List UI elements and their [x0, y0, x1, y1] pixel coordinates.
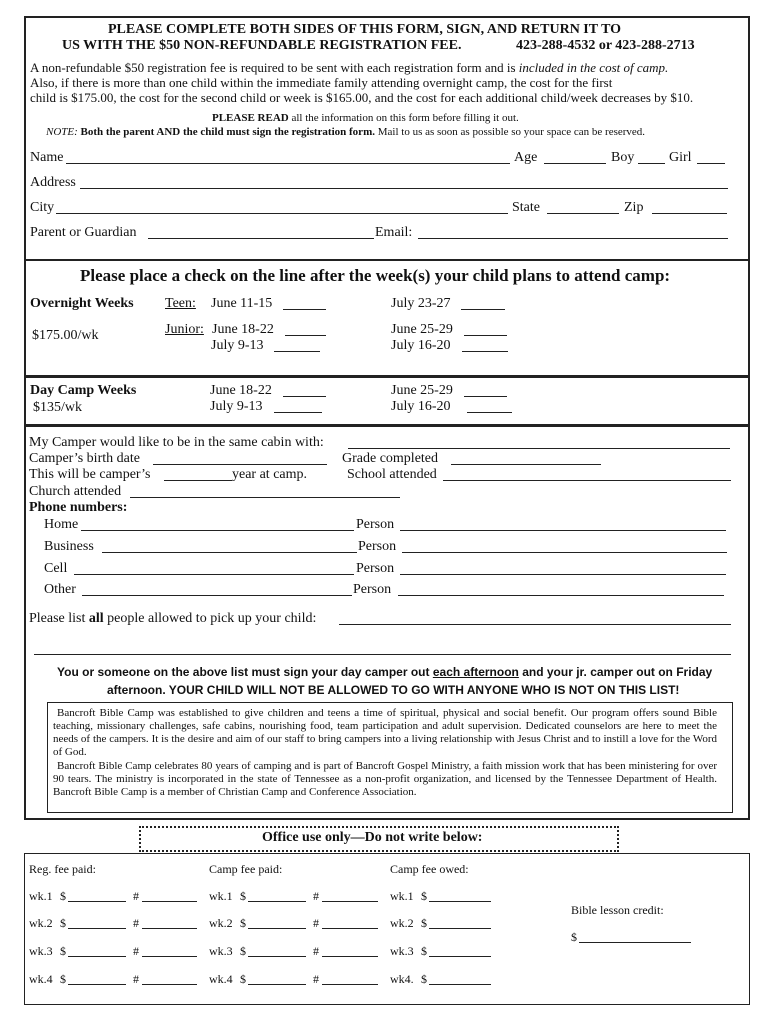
- business-phone-label: Business: [44, 539, 94, 554]
- zip-label: Zip: [624, 200, 644, 215]
- junior-week-2: June 25-29: [391, 322, 453, 337]
- about-paragraph-2: Bancroft Bible Camp celebrates 80 years of camping and is part of Bancroft Gospel Ministry, a faith mission work that has been ministering for over 90 tears. The ministry is incorporated in the state of Tennessee as a non-profit organization, and licensed by the Tennessee Department of Health. Bancroft Bible Camp is a member of Christian Camp and Conference Association.: [53, 760, 717, 798]
- owed-wk3-label: wk.3: [390, 944, 414, 958]
- warning-line-2: afternoon. YOUR CHILD WILL NOT BE ALLOWED TO GO WITH ANYONE WHO IS NOT ON THIS LIST!: [107, 683, 680, 697]
- paid-wk2-number[interactable]: [322, 928, 378, 929]
- birth-label: Camper’s birth date: [29, 451, 140, 466]
- reg-wk4-amount[interactable]: [68, 984, 126, 985]
- overnight-price: $175.00/wk: [32, 328, 99, 343]
- reg-wk1-number[interactable]: [142, 901, 197, 902]
- reg-wk1-dollar: $: [60, 889, 66, 903]
- phone-heading: Phone numbers:: [29, 500, 128, 515]
- warning-text-c: and your jr. camper out on Friday: [518, 665, 713, 679]
- intro-italic: included in the cost of camp.: [518, 60, 669, 75]
- junior-week-4-check[interactable]: [462, 351, 508, 352]
- junior-week-1-check[interactable]: [285, 335, 326, 336]
- girl-checkbox[interactable]: [697, 163, 725, 164]
- business-phone-field[interactable]: [102, 552, 357, 553]
- day-week-2-check[interactable]: [464, 396, 507, 397]
- reg-wk3-hash: #: [133, 944, 139, 958]
- note-bold: Both the parent AND the child must sign the registration form.: [77, 126, 375, 138]
- day-week-1: June 18-22: [210, 383, 272, 398]
- junior-week-3-check[interactable]: [274, 351, 320, 352]
- paid-wk3-hash: #: [313, 944, 319, 958]
- owed-wk4-amount[interactable]: [429, 984, 491, 985]
- school-field[interactable]: [443, 480, 731, 481]
- please-read-bold: PLEASE READ: [212, 112, 289, 124]
- church-label: Church attended: [29, 484, 122, 499]
- paid-wk3-dollar: $: [240, 944, 246, 958]
- grade-field[interactable]: [451, 464, 601, 465]
- bible-credit-field[interactable]: [579, 942, 691, 943]
- warning-text-underlined: each afternoon: [432, 665, 519, 679]
- intro-text: A non-refundable $50 registration fee is required to be sent with each registration form and is: [30, 60, 519, 75]
- weeks-heading: Please place a check on the line after the week(s) your child plans to attend camp:: [80, 266, 671, 285]
- grade-label: Grade completed: [342, 451, 439, 466]
- age-label: Age: [514, 150, 538, 165]
- reg-wk2-label: wk.2: [29, 916, 53, 930]
- overnight-label: Overnight Weeks: [30, 296, 134, 311]
- camp-fee-owed-label: Camp fee owed:: [390, 862, 469, 876]
- junior-week-2-check[interactable]: [464, 335, 507, 336]
- reg-wk3-number[interactable]: [142, 956, 197, 957]
- warning-line-1: [57, 665, 712, 680]
- owed-wk3-dollar: $: [421, 944, 427, 958]
- reg-wk4-hash: #: [133, 972, 139, 986]
- pickup-field-1[interactable]: [339, 624, 731, 625]
- junior-label: Junior:: [165, 322, 204, 337]
- owed-wk2-dollar: $: [421, 916, 427, 930]
- paid-wk2-label: wk.2: [209, 916, 233, 930]
- age-field[interactable]: [544, 163, 606, 164]
- teen-week-2: July 23-27: [391, 296, 451, 311]
- state-label: State: [512, 200, 540, 215]
- paid-wk4-amount[interactable]: [248, 984, 306, 985]
- pickup-text-bold: all: [88, 611, 104, 626]
- paid-wk3-number[interactable]: [322, 956, 378, 957]
- email-field[interactable]: [418, 238, 728, 239]
- other-person-field[interactable]: [398, 595, 724, 596]
- pickup-text-c: people allowed to pick up your child:: [103, 611, 317, 626]
- phone-numbers: 423-288-4532 or 423-288-2713: [516, 38, 695, 53]
- paid-wk2-hash: #: [313, 916, 319, 930]
- day-week-4-check[interactable]: [467, 412, 512, 413]
- junior-week-1: June 18-22: [212, 322, 274, 337]
- reg-wk2-hash: #: [133, 916, 139, 930]
- day-week-1-check[interactable]: [283, 396, 326, 397]
- email-label: Email:: [375, 225, 413, 240]
- paid-wk4-number[interactable]: [322, 984, 378, 985]
- note-line: [46, 126, 645, 139]
- owed-wk1-amount[interactable]: [429, 901, 491, 902]
- other-phone-label: Other: [44, 582, 76, 597]
- reg-fee-label: Reg. fee paid:: [29, 862, 96, 876]
- owed-wk1-label: wk.1: [390, 889, 414, 903]
- reg-wk1-hash: #: [133, 889, 139, 903]
- city-field[interactable]: [56, 213, 508, 214]
- school-label: School attended: [347, 467, 437, 482]
- reg-wk2-number[interactable]: [142, 928, 197, 929]
- birth-field[interactable]: [153, 464, 327, 465]
- paid-wk1-label: wk.1: [209, 889, 233, 903]
- warning-text-a: You or someone on the above list must sign your day camper out: [57, 665, 433, 679]
- paid-wk1-hash: #: [313, 889, 319, 903]
- church-field[interactable]: [130, 497, 400, 498]
- home-person-field[interactable]: [400, 530, 726, 531]
- address-label: Address: [30, 175, 76, 190]
- paid-wk1-dollar: $: [240, 889, 246, 903]
- intro-line-1: [30, 60, 668, 76]
- parent-field[interactable]: [148, 238, 374, 239]
- day-camp-price: $135/wk: [33, 400, 82, 415]
- please-read-rest: all the information on this form before filling it out.: [288, 112, 519, 124]
- intro-line-3: child is $175.00, the cost for the second child or week is $165.00, and the cost for each additional child/week decreases by $10.: [30, 90, 694, 105]
- cabin-field[interactable]: [348, 448, 730, 449]
- paid-wk3-amount[interactable]: [248, 956, 306, 957]
- camp-fee-paid-label: Camp fee paid:: [209, 862, 283, 876]
- owed-wk2-label: wk.2: [390, 916, 414, 930]
- paid-wk4-hash: #: [313, 972, 319, 986]
- paid-wk3-label: wk.3: [209, 944, 233, 958]
- business-person-field[interactable]: [402, 552, 727, 553]
- year-field[interactable]: [164, 480, 232, 481]
- paid-wk2-dollar: $: [240, 916, 246, 930]
- reg-wk2-amount[interactable]: [68, 928, 126, 929]
- teen-week-1-check[interactable]: [283, 309, 326, 310]
- parent-label: Parent or Guardian: [30, 225, 137, 240]
- teen-label: Teen:: [165, 296, 196, 311]
- pickup-label: [29, 611, 316, 627]
- other-phone-field[interactable]: [82, 595, 352, 596]
- note-rest: Mail to us as soon as possible so your space can be reserved.: [374, 126, 646, 138]
- address-field[interactable]: [80, 188, 728, 189]
- name-label: Name: [30, 150, 64, 165]
- junior-week-3: July 9-13: [211, 338, 264, 353]
- day-camp-label: Day Camp Weeks: [30, 383, 137, 398]
- pickup-text-a: Please list: [29, 611, 89, 626]
- owed-wk3-amount[interactable]: [429, 956, 491, 957]
- city-label: City: [30, 200, 55, 215]
- business-person-label: Person: [358, 539, 397, 554]
- title-line-2: US WITH THE $50 NON-REFUNDABLE REGISTRATION FEE.: [62, 38, 462, 53]
- cell-person-field[interactable]: [400, 574, 726, 575]
- year-label-a: This will be camper’s: [29, 467, 151, 482]
- cabin-label: My Camper would like to be in the same cabin with:: [29, 435, 324, 450]
- reg-wk4-number[interactable]: [142, 984, 197, 985]
- office-heading: Office use only—Do not write below:: [262, 830, 483, 845]
- reg-wk4-label: wk.4: [29, 972, 53, 986]
- day-week-4: July 16-20: [391, 399, 451, 414]
- state-field[interactable]: [547, 213, 619, 214]
- title-line-1: PLEASE COMPLETE BOTH SIDES OF THIS FORM, SIGN, AND RETURN IT TO: [108, 22, 622, 37]
- home-person-label: Person: [356, 517, 395, 532]
- year-label-b: year at camp.: [232, 467, 308, 482]
- bible-credit-label: Bible lesson credit:: [571, 903, 664, 917]
- day-week-3-check[interactable]: [274, 412, 322, 413]
- day-week-2: June 25-29: [391, 383, 453, 398]
- name-field[interactable]: [66, 163, 510, 164]
- junior-week-4: July 16-20: [391, 338, 451, 353]
- reg-wk3-amount[interactable]: [68, 956, 126, 957]
- intro-line-2: Also, if there is more than one child within the immediate family attending overnight camp, the cost for the first: [30, 75, 613, 90]
- reg-wk4-dollar: $: [60, 972, 66, 986]
- paid-wk2-amount[interactable]: [248, 928, 306, 929]
- reg-wk3-label: wk.3: [29, 944, 53, 958]
- owed-wk4-label: wk4.: [390, 972, 414, 986]
- pickup-field-2[interactable]: [34, 654, 731, 655]
- paid-wk1-number[interactable]: [322, 901, 378, 902]
- teen-week-1: June 11-15: [211, 296, 273, 311]
- other-person-label: Person: [353, 582, 392, 597]
- reg-wk1-label: wk.1: [29, 889, 53, 903]
- reg-wk3-dollar: $: [60, 944, 66, 958]
- boy-checkbox[interactable]: [638, 163, 665, 164]
- reg-wk2-dollar: $: [60, 916, 66, 930]
- bible-credit-dollar: $: [571, 930, 577, 944]
- home-phone-label: Home: [44, 517, 79, 532]
- teen-week-2-check[interactable]: [461, 309, 505, 310]
- please-read: [212, 112, 519, 125]
- paid-wk4-dollar: $: [240, 972, 246, 986]
- day-week-3: July 9-13: [210, 399, 263, 414]
- cell-person-label: Person: [356, 561, 395, 576]
- owed-wk1-dollar: $: [421, 889, 427, 903]
- zip-field[interactable]: [652, 213, 727, 214]
- paid-wk1-amount[interactable]: [248, 901, 306, 902]
- cell-phone-field[interactable]: [74, 574, 354, 575]
- owed-wk2-amount[interactable]: [429, 928, 491, 929]
- reg-wk1-amount[interactable]: [68, 901, 126, 902]
- girl-label: Girl: [669, 150, 692, 165]
- about-paragraph-1: Bancroft Bible Camp was established to give children and teens a time of spiritual, physical and social benefit. Our program offers sound Bible teaching, missionary challenges, safe cabins, nourishing food, team participation and adult supervision. Dedicated counselors are here to meet the needs of the campers. It is the desire and aim of our staff to bring campers into a living relationship with Jesus Christ and to instill a love for the Word of God.: [53, 707, 717, 758]
- paid-wk4-label: wk.4: [209, 972, 233, 986]
- boy-label: Boy: [611, 150, 635, 165]
- home-phone-field[interactable]: [81, 530, 354, 531]
- owed-wk4-dollar: $: [421, 972, 427, 986]
- note-label: NOTE:: [46, 126, 78, 138]
- cell-phone-label: Cell: [44, 561, 68, 576]
